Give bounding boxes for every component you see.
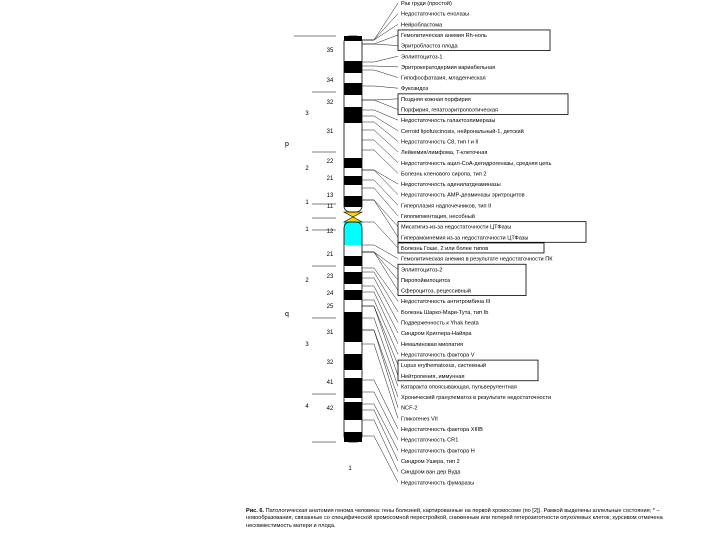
band-label: 21: [326, 252, 334, 258]
disease-label: Лейкемия/лимфома, T-клеточная: [401, 150, 488, 157]
connector-line: [362, 140, 398, 163]
disease-label: Недостаточность антитромбина III: [401, 299, 491, 306]
band-label: 32: [326, 100, 334, 106]
band-label: 34: [326, 78, 334, 84]
disease-label: Недостаточность фактора V: [401, 352, 475, 359]
disease-label: Подверженность к Yhak heata: [401, 320, 479, 327]
chromosome-band-segment: [344, 420, 362, 432]
chromosome-band-segment: [344, 95, 362, 107]
connector-line: [362, 170, 398, 184]
arm-label-q: q: [285, 311, 289, 318]
disease-label: Синдром ван дер Вуда: [401, 469, 461, 476]
chromosome-band-segment: [344, 398, 362, 402]
band-label: 41: [326, 380, 334, 386]
chromosome-band-segment: [344, 123, 362, 158]
disease-label: Мисатигиз-из-за недостаточности ЦТФазы: [401, 224, 512, 231]
connector-line: [362, 188, 398, 216]
connector-line: [362, 116, 398, 131]
region-label: 4: [305, 404, 309, 410]
connector-line: [362, 268, 398, 301]
disease-label: Гемолитическая анемия в результате недостаточности ПК: [401, 256, 553, 263]
chromosome-band-segment: [344, 196, 362, 207]
disease-label: Эритробластоз плода: [401, 43, 458, 50]
connector-line: [362, 380, 398, 429]
connector-line: [362, 252, 398, 291]
chromosome-band-segment: [344, 272, 362, 284]
disease-label: Недостаточность AMP-деаминазы эритроцитов: [401, 192, 525, 199]
connector-line: [362, 200, 398, 237]
band-label: 32: [326, 360, 334, 366]
disease-label: Недостаточность фактора XIIIB: [401, 427, 483, 433]
centromere: [344, 212, 362, 222]
disease-label: Гликогенез VII: [401, 416, 438, 423]
chromosome-band-segment: [344, 256, 362, 266]
region-label: 1: [348, 466, 352, 472]
disease-label: Cerroid lipofuscinosis, нейрональный-1, детский: [401, 128, 524, 135]
arm-label-p: p: [285, 141, 289, 148]
chromosome-band-segment: [344, 290, 362, 300]
disease-label: Гиперплазия надпочечников, тип II: [401, 203, 492, 210]
disease-label: Гипопигментация, несобный: [401, 214, 475, 220]
connector-line: [362, 3, 398, 40]
caption-text: Патологическая анатомия генома человека: гены болезней, картированные на первой хромосоме (по [2]). Рамкой выделены аллельные состояния; * – новообразования, связанные со специфической хромосомной перестройкой, сниженным или потерей гетерозиготности опухолевых клеток; курсивом отмечена несовместимость матери и плода.: [246, 508, 663, 529]
band-label: 11: [326, 204, 334, 210]
disease-label: Рак груди (простой): [401, 1, 452, 7]
disease-label: Эллиптоцитоз-1: [401, 54, 443, 61]
connector-line: [362, 436, 398, 482]
connector-line: [362, 24, 398, 40]
chromosome-band-segment: [344, 107, 362, 123]
chromosome-band-segment: [344, 73, 362, 83]
disease-label: Недостаточность CR1: [401, 437, 459, 444]
connector-line: [362, 130, 398, 152]
disease-label: Болезнь кленового сиропа, тип 2: [401, 171, 487, 178]
region-label: 1: [305, 227, 309, 233]
chromosome-band-segment: [344, 41, 362, 61]
connector-line: [362, 122, 398, 141]
region-label: 3: [305, 342, 309, 348]
region-label: 2: [305, 166, 309, 172]
disease-label: Сфероцитоз, рецессивный: [401, 288, 471, 295]
band-label: 12: [326, 229, 334, 235]
connector-line: [362, 306, 398, 376]
disease-label: Эллиптоцитоз-2: [401, 267, 443, 274]
chromosome-band-segment: [344, 222, 362, 245]
band-label: 25: [326, 304, 334, 310]
connector-line: [362, 86, 398, 88]
disease-label: Нейтропения, иммунная: [401, 373, 465, 380]
disease-label: Гипофосфатазия, младенческая: [401, 75, 486, 82]
disease-label: Недостаточность аденилатдеаминазы: [401, 182, 501, 189]
band-label: 22: [326, 159, 334, 165]
connector-line: [362, 404, 398, 450]
chromosome-band-segment: [344, 378, 362, 398]
connector-line: [362, 110, 398, 120]
disease-label: Нейробластома: [401, 22, 443, 29]
chromosome-band-segment: [344, 432, 362, 442]
chromosome-ideogram: [327, 36, 362, 442]
disease-label: Lupus erythematosus, системный: [401, 363, 486, 370]
chromosome-band-segment: [344, 312, 362, 342]
disease-label: Немалиновая миопатия: [401, 341, 464, 348]
connector-line: [362, 344, 398, 418]
band-label: 31: [326, 129, 334, 135]
disease-label: Гемолитическая анемия Rh-ноль: [401, 32, 487, 39]
band-label: 24: [326, 291, 334, 297]
disease-label: Катаракта опоясывающая, пульверулентная: [401, 384, 517, 391]
chromosome-band-segment: [344, 300, 362, 312]
chromosome-band-segment: [344, 370, 362, 378]
disease-label: Синдром Криглера-Найяра: [401, 331, 472, 338]
figure-caption: [246, 508, 686, 530]
connector-line: [362, 180, 398, 205]
chromosome-band-segment: [344, 284, 362, 290]
band-label: 23: [326, 274, 334, 280]
disease-label: Порфирия, гепатоэритропоэтическая: [401, 107, 498, 114]
disease-label: Болезнь Гоше, 2 или более типов: [401, 245, 489, 252]
connector-line: [362, 66, 398, 67]
connector-line: [362, 286, 398, 333]
chromosome-band-segment: [344, 245, 362, 256]
disease-label: Гиперамоинемия из-за недостаточности ЦТФазы: [401, 235, 529, 242]
connector-line: [362, 222, 398, 248]
chromosome-band-segment: [344, 354, 362, 370]
band-label: 31: [326, 330, 334, 336]
connector-line: [362, 100, 398, 110]
chromosome-band-segment: [344, 176, 362, 185]
connector-line: [362, 330, 398, 397]
region-scale: [285, 36, 352, 472]
disease-label: Пиропойкилоцитоз: [401, 277, 451, 284]
band-label: 21: [326, 176, 334, 182]
disease-label: Эритрокератодермия вариабельная: [401, 64, 496, 71]
disease-label: Синдром Ушера, тип 2: [401, 458, 460, 465]
disease-label: Недостаточность фактора H: [401, 448, 475, 455]
disease-label: Недостаточность галактоэпимеразы: [401, 118, 496, 125]
connector-line: [362, 70, 398, 78]
disease-label: Недостаточность енолазы: [401, 11, 470, 18]
region-label: 1: [305, 200, 309, 206]
chromosome-band-segment: [344, 83, 362, 95]
chromosome-band-segment: [344, 266, 362, 272]
disease-label: Хронический гранулематоз в результате недостаточности: [401, 395, 552, 402]
chromosome-band-segment: [344, 342, 362, 354]
gene-connector-lines: [362, 3, 398, 482]
disease-label: Недостаточность фумаразы: [401, 480, 475, 487]
region-label: 3: [305, 111, 309, 117]
connector-line: [362, 44, 398, 46]
region-label: 2: [305, 278, 309, 284]
chromosome-band-segment: [344, 61, 362, 73]
connector-line: [362, 200, 398, 227]
band-label: 35: [326, 48, 334, 54]
connector-line: [362, 278, 398, 323]
connector-line: [362, 252, 398, 269]
caption-figure-number: Рис. 6.: [246, 508, 265, 514]
band-label: 42: [326, 406, 334, 412]
disease-label: Болезнь Шарко-Мари-Тута, тип Ib: [401, 309, 489, 316]
connector-line: [362, 56, 398, 62]
disease-label: Фукозидоз: [401, 86, 429, 93]
chromosome-band-segment: [344, 168, 362, 176]
chromosome-band-segment: [344, 185, 362, 196]
chromosome-band-segment: [344, 402, 362, 420]
disease-label: Недостаточность C8, тип I и II: [401, 139, 479, 146]
band-label: 13: [326, 193, 334, 199]
chromosome-band-segment: [344, 158, 362, 168]
disease-label: Недостаточность ацил-CoA-дегидрогеназы, средняя цепь: [401, 160, 552, 167]
connector-line: [362, 420, 398, 472]
disease-label: Поздняя кожная порфирия: [401, 96, 471, 103]
disease-label: NCF-2: [401, 405, 418, 412]
